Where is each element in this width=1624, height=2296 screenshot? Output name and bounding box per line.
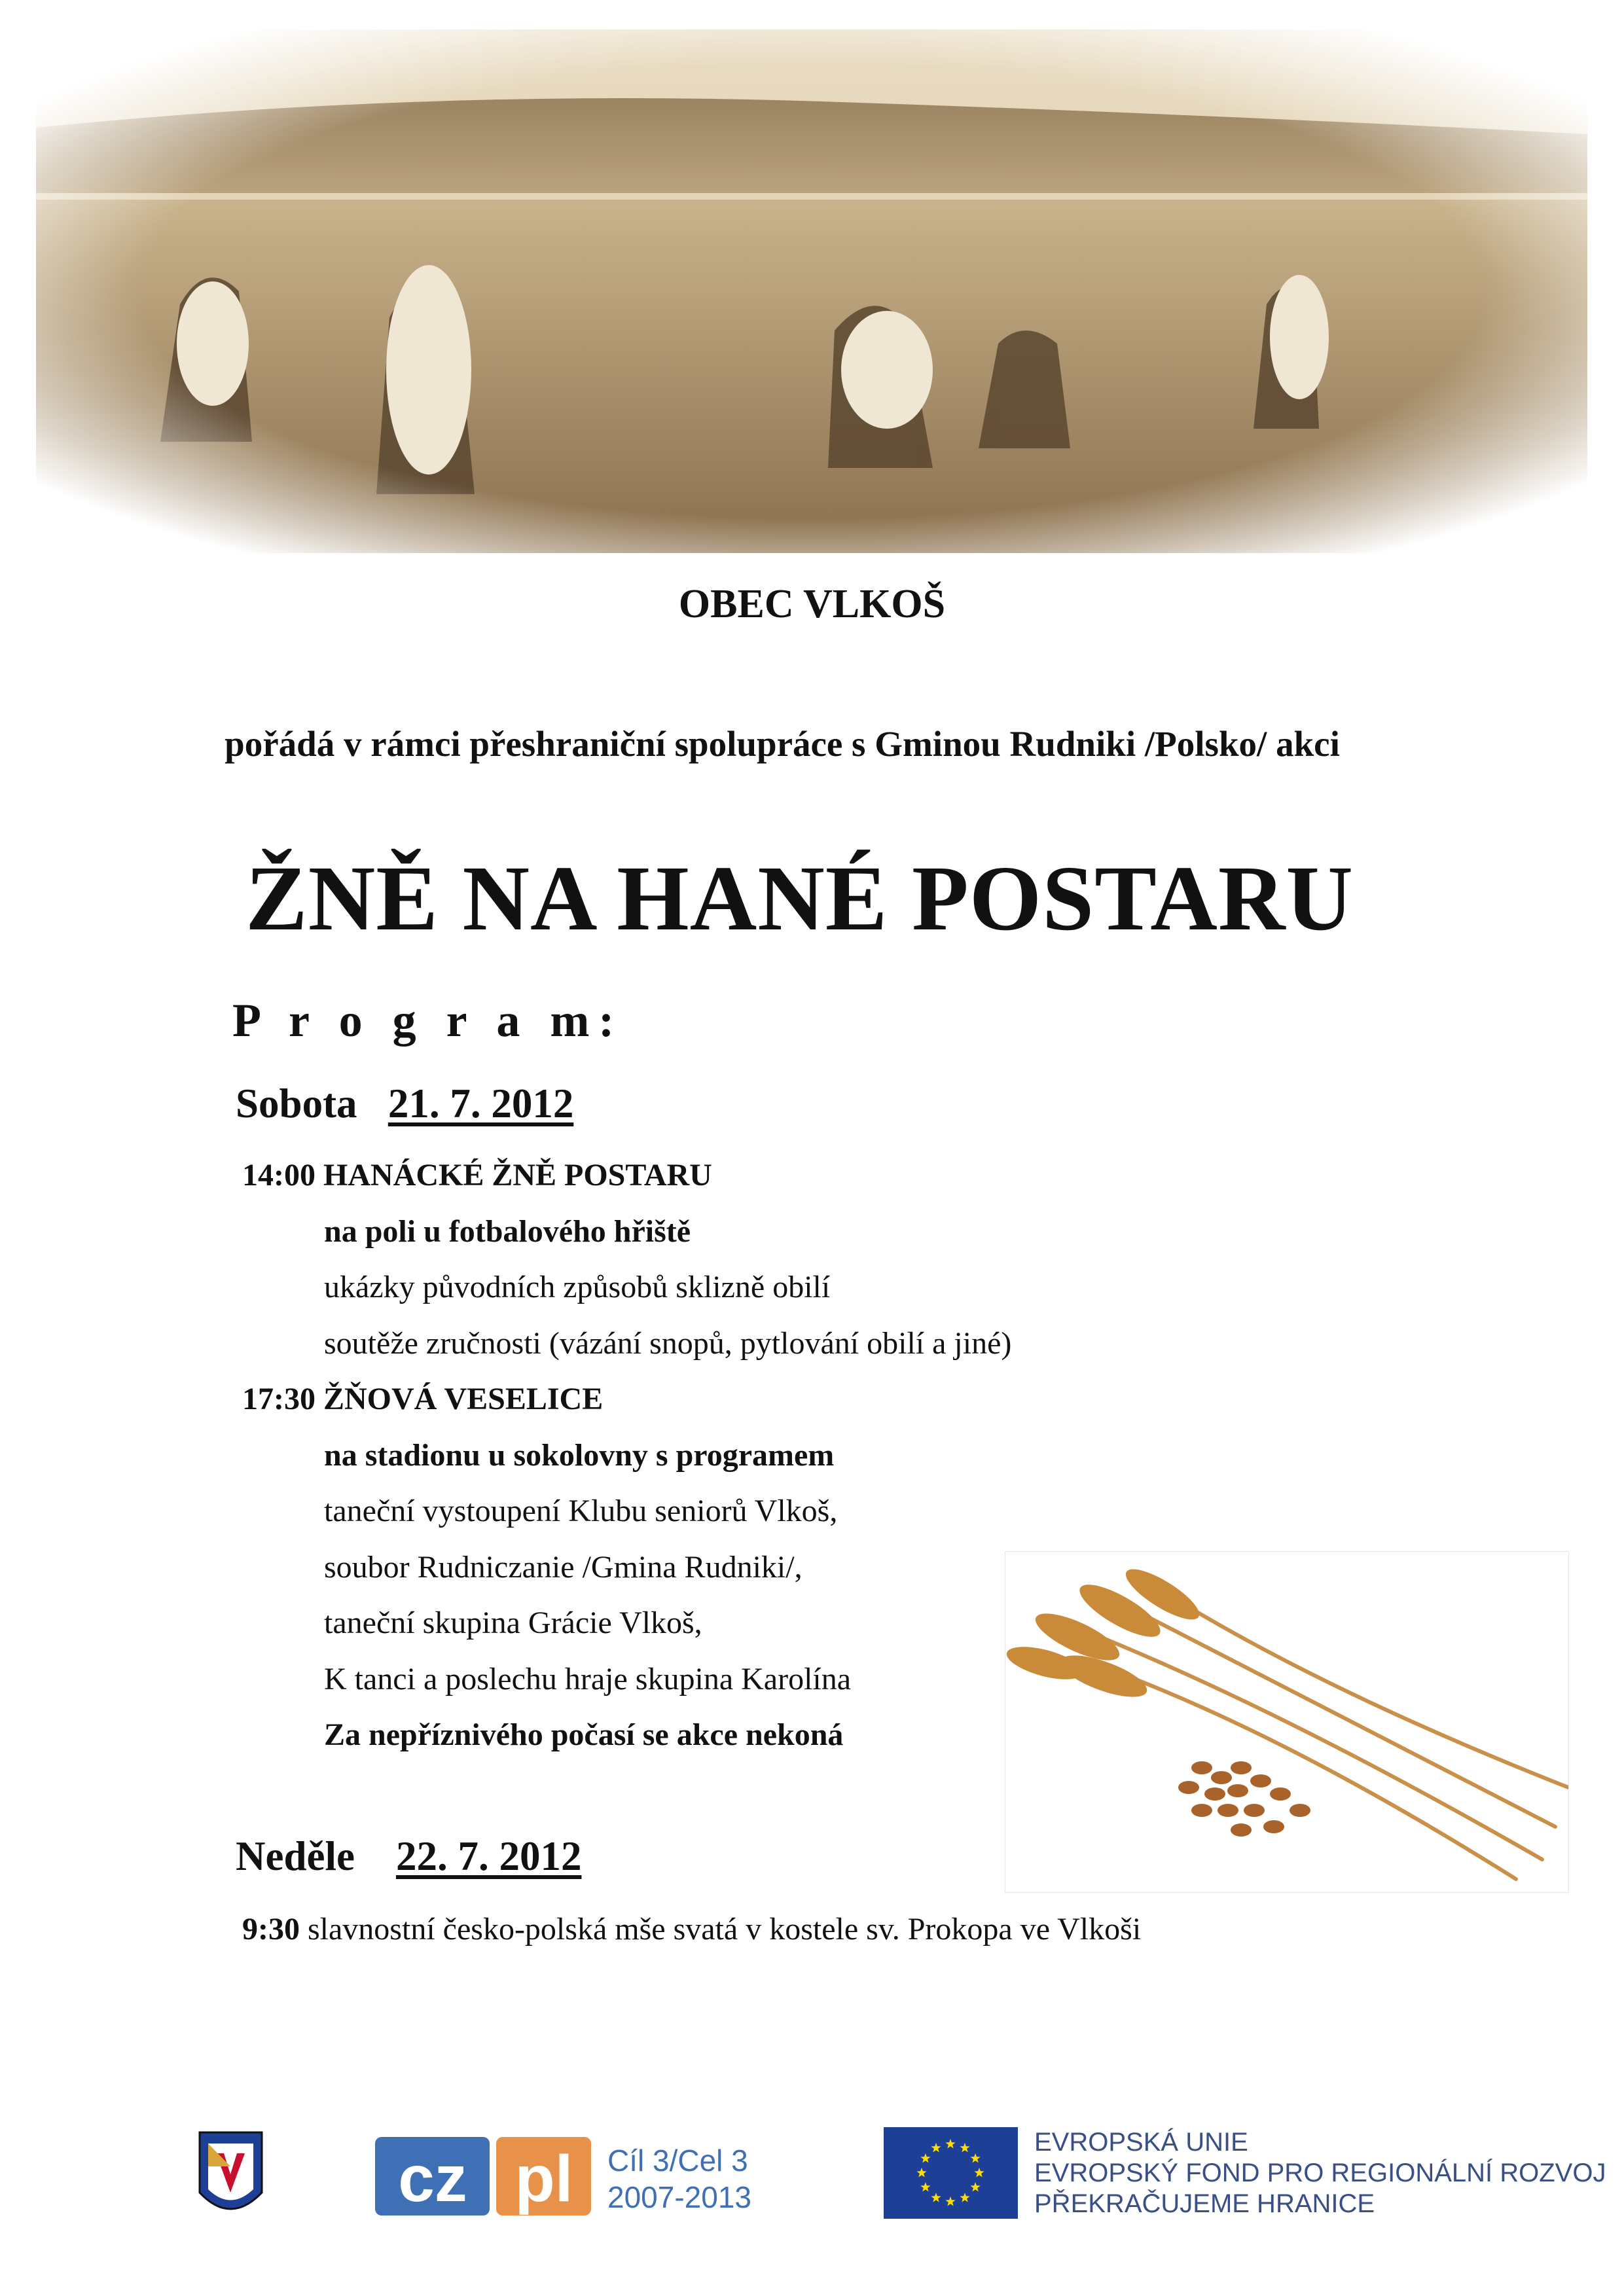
eu-line3: PŘEKRAČUJEME HRANICE [1034,2189,1375,2218]
organizer-heading: OBEC VLKOŠ [678,582,946,626]
sunday-date: 22. 7. 2012 [395,1833,582,1879]
coat-of-arms-logo [196,2127,265,2225]
program-line: 17:30 ŽŇOVÁ VESELICE [242,1382,604,1416]
eu-flag-icon [884,2127,1018,2219]
czpl-line2: 2007-2013 [607,2180,751,2214]
sunday-time: 9:30 [242,1912,300,1946]
eu-line2: EVROPSKÝ FOND PRO REGIONÁLNÍ ROZVOJ [1034,2159,1606,2187]
program-label: P r o g r a m: [232,994,624,1047]
sunday-text: slavnostní česko-polská mše svatá v kostele sv. Prokopa ve Vlkoši [299,1912,1142,1946]
program-line: K tanci a poslechu hraje skupina Karolína [324,1661,852,1696]
eu-text [1034,2127,1606,2219]
program-line: 14:00 HANÁCKÉ ŽNĚ POSTARU [242,1158,712,1193]
czpl-line1: Cíl 3/Cel 3 [607,2144,748,2178]
program-line: ukázky původních způsobů sklizně obilí [324,1270,831,1304]
program-line: na stadionu u sokolovny s programem [324,1437,835,1473]
saturday-heading [236,1080,573,1128]
program-line: taneční vystoupení Klubu seniorů Vlkoš, [324,1494,838,1528]
czpl-left-text: cz [398,2142,467,2215]
harvest-photo [36,29,1587,553]
event-title: ŽNĚ NA HANÉ POSTARU [245,846,1354,950]
czpl-right-text: pl [514,2142,573,2215]
intro-text: pořádá v rámci přeshraniční spolupráce s Gminou Rudniki /Polsko/ akci [225,724,1340,764]
program-line: na poli u fotbalového hřiště [324,1213,691,1249]
sunday-heading [236,1833,581,1880]
program-line: Za nepříznivého počasí se akce nekoná [324,1717,844,1752]
program-line: taneční skupina Grácie Vlkoš, [324,1605,702,1640]
saturday-date: 21. 7. 2012 [388,1081,574,1126]
program-line: soubor Rudniczanie /Gmina Rudniki/, [324,1549,803,1585]
wheat-image [1005,1551,1569,1893]
saturday-day: Sobota [236,1081,357,1126]
eu-logo [884,2127,1606,2222]
sunday-program-line [242,1911,1141,1947]
eu-line1: EVROPSKÁ UNIE [1034,2128,1248,2157]
czpl-logo [375,2130,768,2222]
sunday-day: Neděle [236,1833,355,1879]
program-line: soutěže zručnosti (vázání snopů, pytlování obilí a jiné) [324,1325,1012,1361]
